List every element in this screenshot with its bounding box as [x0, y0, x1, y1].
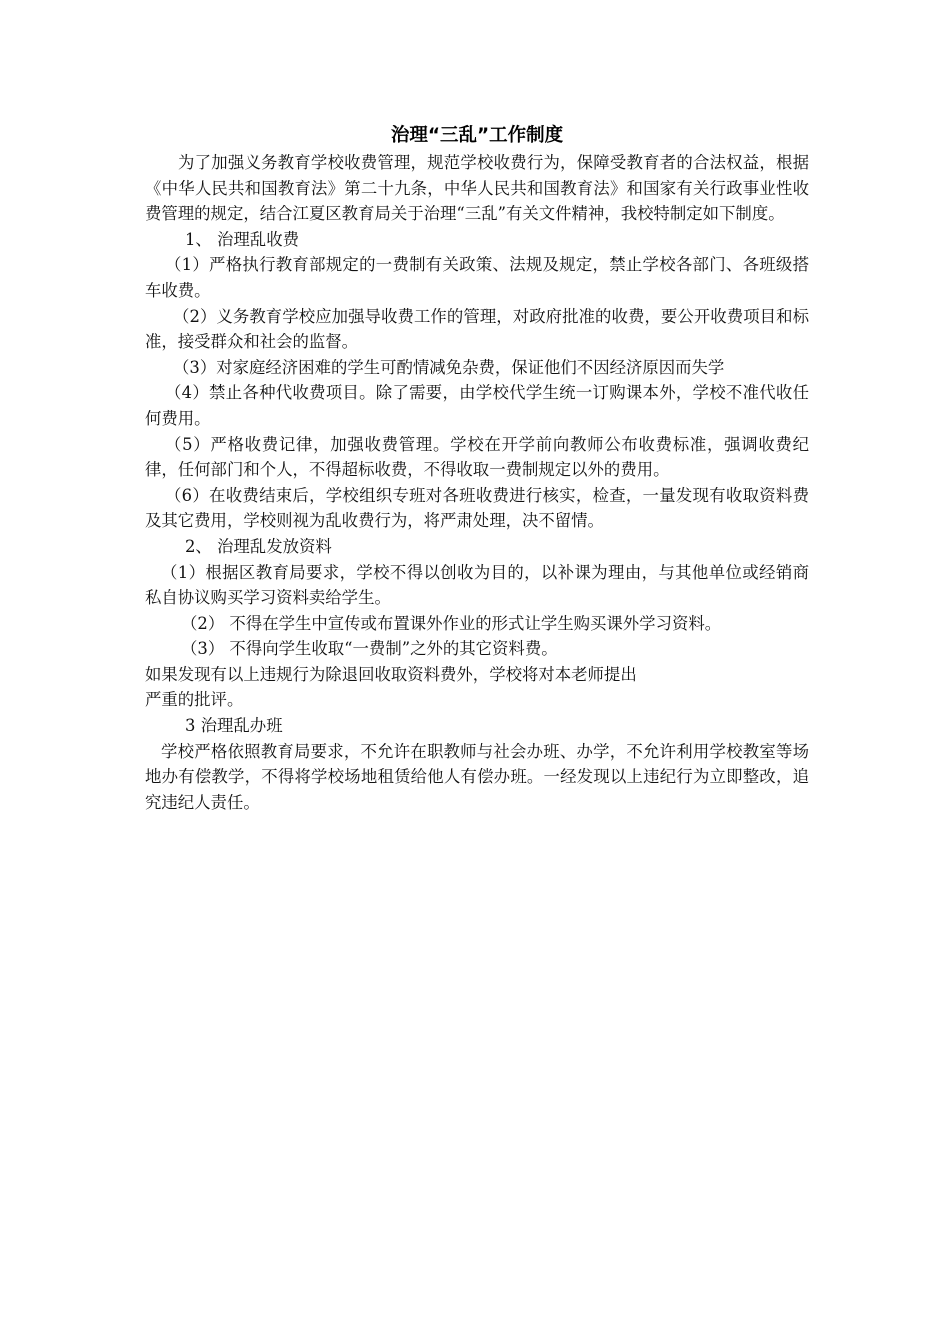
section2-heading: 2、 治理乱发放资料 [185, 536, 332, 556]
section1-item-2: （2）义务教育学校应加强导收费工作的管理，对政府批准的收费，要公开收费项目和标准，接受群众和社会的监督。 [145, 306, 809, 352]
section1-item-5: （5）严格收费记律，加强收费管理。学校在开学前向教师公布收费标准，强调收费纪律，任何部门和个人，不得超标收费，不得收取一费制规定以外的费用。 [145, 434, 809, 480]
section1-item-1: （1）严格执行教育部规定的一费制有关政策、法规及规定，禁止学校各部门、各班级搭车收费。 [145, 255, 809, 300]
section1-item-4: （4）禁止各种代收费项目。除了需要，由学校代学生统一订购课本外，学校不准代收任何费用。 [145, 383, 809, 428]
section2-item-2: （2） 不得在学生中宣传或布置课外作业的形式让学生购买课外学习资料。 [181, 613, 722, 633]
section3-body: 学校严格依照教育局要求，不允许在职教师与社会办班、办学，不允许利用学校教室等场地办有偿教学，不得将学校场地租赁给他人有偿办班。一经发现以上违纪行为立即整改，追究违纪人责任。 [145, 741, 809, 812]
document-title: 治理“三乱”工作制度 [390, 125, 564, 146]
section2-note-line1: 如果发现有以上违规行为除退回收取资料费外，学校将对本老师提出 [145, 664, 637, 684]
section1-heading: 1、 治理乱收费 [185, 229, 299, 249]
section2-note-line2: 严重的批评。 [145, 690, 244, 710]
section1-item-6: （6）在收费结束后，学校组织专班对各班收费进行核实，检查，一量发现有收取资料费及其它费用，学校则视为乱收费行为，将严肃处理，决不留情。 [145, 485, 809, 531]
section3-heading: 3 治理乱办班 [185, 716, 283, 736]
section1-item-3: （3）对家庭经济困难的学生可酌情减免杂费，保证他们不因经济原因而失学 [173, 357, 725, 377]
section2-item-3: （3） 不得向学生收取“一费制”之外的其它资料费。 [181, 639, 558, 659]
document-body [145, 122, 809, 815]
section2-item-1: （1）根据区教育局要求，学校不得以创收为目的，以补课为理由，与其他单位或经销商私自协议购买学习资料卖给学生。 [145, 562, 809, 608]
intro-paragraph: 为了加强义务教育学校收费管理，规范学校收费行为，保障受教育者的合法权益，根据《中华人民共和国教育法》第二十九条，中华人民共和国教育法》和国家有关行政事业性收费管理的规定，结合江夏区教育局关于治理“三乱”有关文件精神，我校特制定如下制度。 [145, 153, 809, 224]
